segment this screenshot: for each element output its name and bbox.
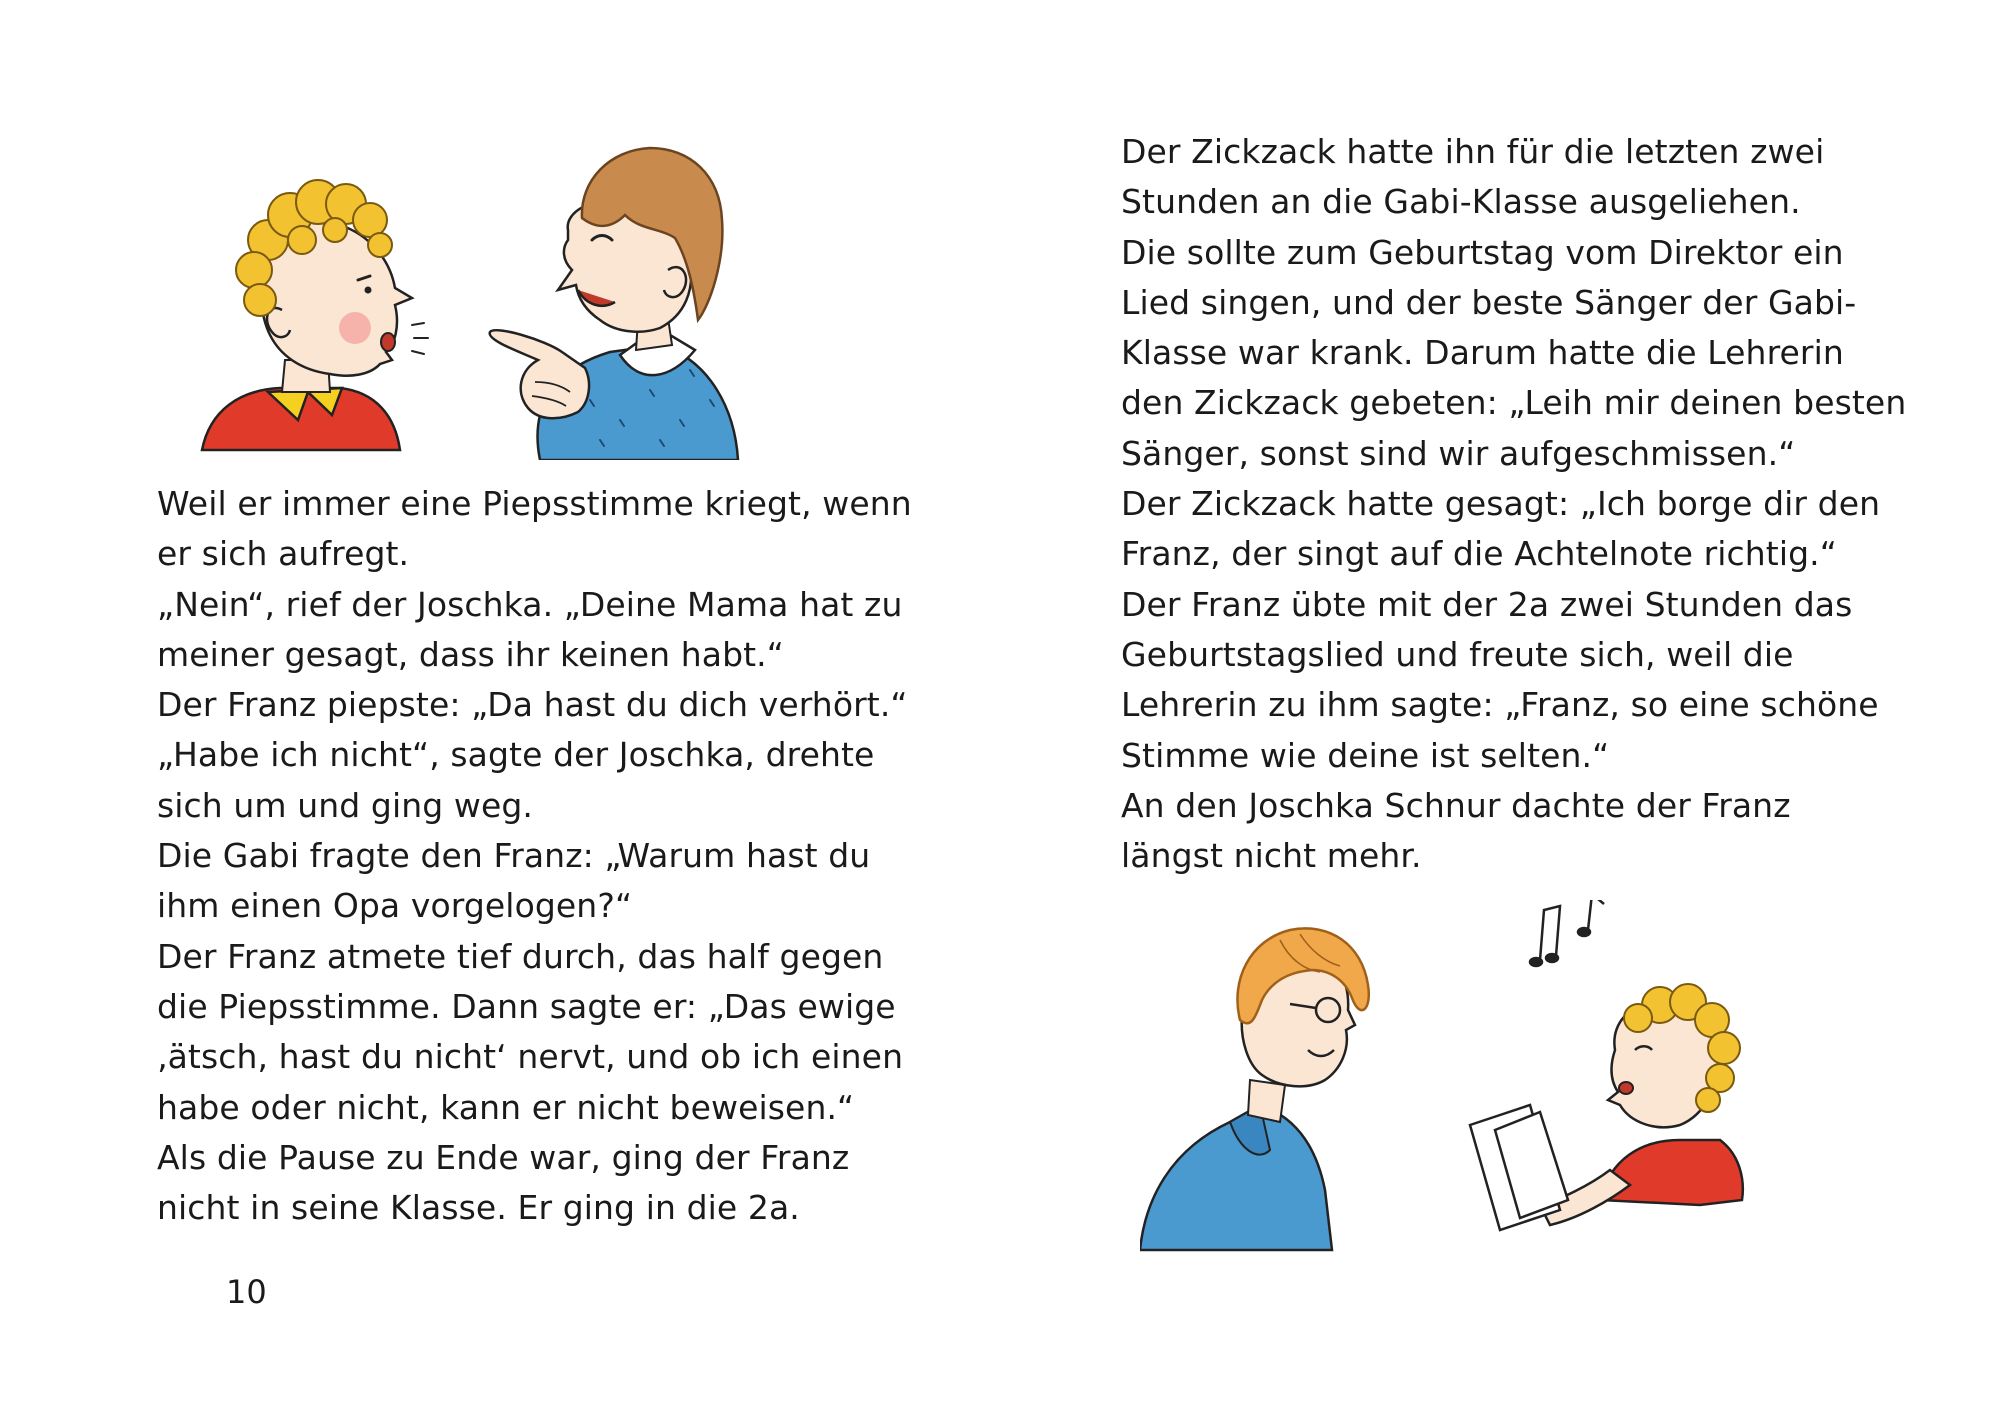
joschka-figure xyxy=(490,148,738,460)
text-line: Der Zickzack hatte gesagt: „Ich borge dir den xyxy=(1121,484,1881,524)
text-line: die Piepsstimme. Dann sagte er: „Das ewige xyxy=(157,986,896,1026)
text-line: Weil er immer eine Piepsstimme kriegt, wenn xyxy=(157,484,912,523)
text-line: längst nicht mehr. xyxy=(1121,836,1422,876)
text-line: habe oder nicht, kann er nicht beweisen.“ xyxy=(157,1087,855,1127)
teacher-and-franz-singing-illustration xyxy=(1140,900,1860,1260)
left-page-text xyxy=(157,479,912,1233)
text-line: nicht in seine Klasse. Er ging in die 2a. xyxy=(157,1188,800,1228)
text-line: sich um und ging weg. xyxy=(157,785,534,825)
text-line: „Habe ich nicht“, sagte der Joschka, drehte xyxy=(157,735,875,775)
text-line: Stunden an die Gabi-Klasse ausgeliehen. xyxy=(1121,182,1801,222)
text-line: An den Joschka Schnur dachte der Franz xyxy=(1121,785,1791,825)
text-line: „Nein“, rief der Joschka. „Deine Mama hat zu xyxy=(157,584,903,624)
text-line: den Zickzack gebeten: „Leih mir deinen besten xyxy=(1121,383,1907,423)
text-line: Klasse war krank. Darum hatte die Lehrerin xyxy=(1121,333,1844,373)
page-number: 10 xyxy=(226,1273,267,1311)
text-line: Franz, der singt auf die Achtelnote richtig.“ xyxy=(1121,534,1837,574)
text-line: Der Franz übte mit der 2a zwei Stunden das xyxy=(1121,584,1853,624)
right-page xyxy=(1000,0,2000,1419)
teacher-figure xyxy=(1140,928,1369,1250)
franz-singing-figure xyxy=(1470,900,1743,1230)
text-line: ihm einen Opa vorgelogen?“ xyxy=(157,886,633,926)
text-line: Lehrerin zu ihm sagte: „Franz, so eine schöne xyxy=(1121,685,1879,725)
right-page-text xyxy=(1121,127,1906,881)
text-line: Die Gabi fragte den Franz: „Warum hast du xyxy=(157,836,871,876)
text-line: Lied singen, und der beste Sänger der Gabi- xyxy=(1121,282,1857,322)
text-line: Sänger, sonst sind wir aufgeschmissen.“ xyxy=(1121,433,1796,473)
franz-and-joschka-talking-illustration xyxy=(190,120,770,460)
music-note-icon xyxy=(1530,900,1604,966)
text-line: Stimme wie deine ist selten.“ xyxy=(1121,735,1610,775)
text-line: Der Franz atmete tief durch, das half gegen xyxy=(157,936,884,976)
text-line: Die sollte zum Geburtstag vom Direktor ein xyxy=(1121,232,1844,272)
text-line: Der Zickzack hatte ihn für die letzten zwei xyxy=(1121,132,1825,171)
text-line: Geburtstagslied und freute sich, weil die xyxy=(1121,634,1794,674)
text-line: meiner gesagt, dass ihr keinen habt.“ xyxy=(157,634,784,674)
text-line: er sich aufregt. xyxy=(157,534,410,574)
text-line: ‚ätsch, hast du nicht‘ nervt, und ob ich einen xyxy=(157,1037,904,1077)
text-line: Als die Pause zu Ende war, ging der Franz xyxy=(157,1137,850,1177)
text-line: Der Franz piepste: „Da hast du dich verhört.“ xyxy=(157,685,908,725)
franz-figure xyxy=(202,180,428,450)
